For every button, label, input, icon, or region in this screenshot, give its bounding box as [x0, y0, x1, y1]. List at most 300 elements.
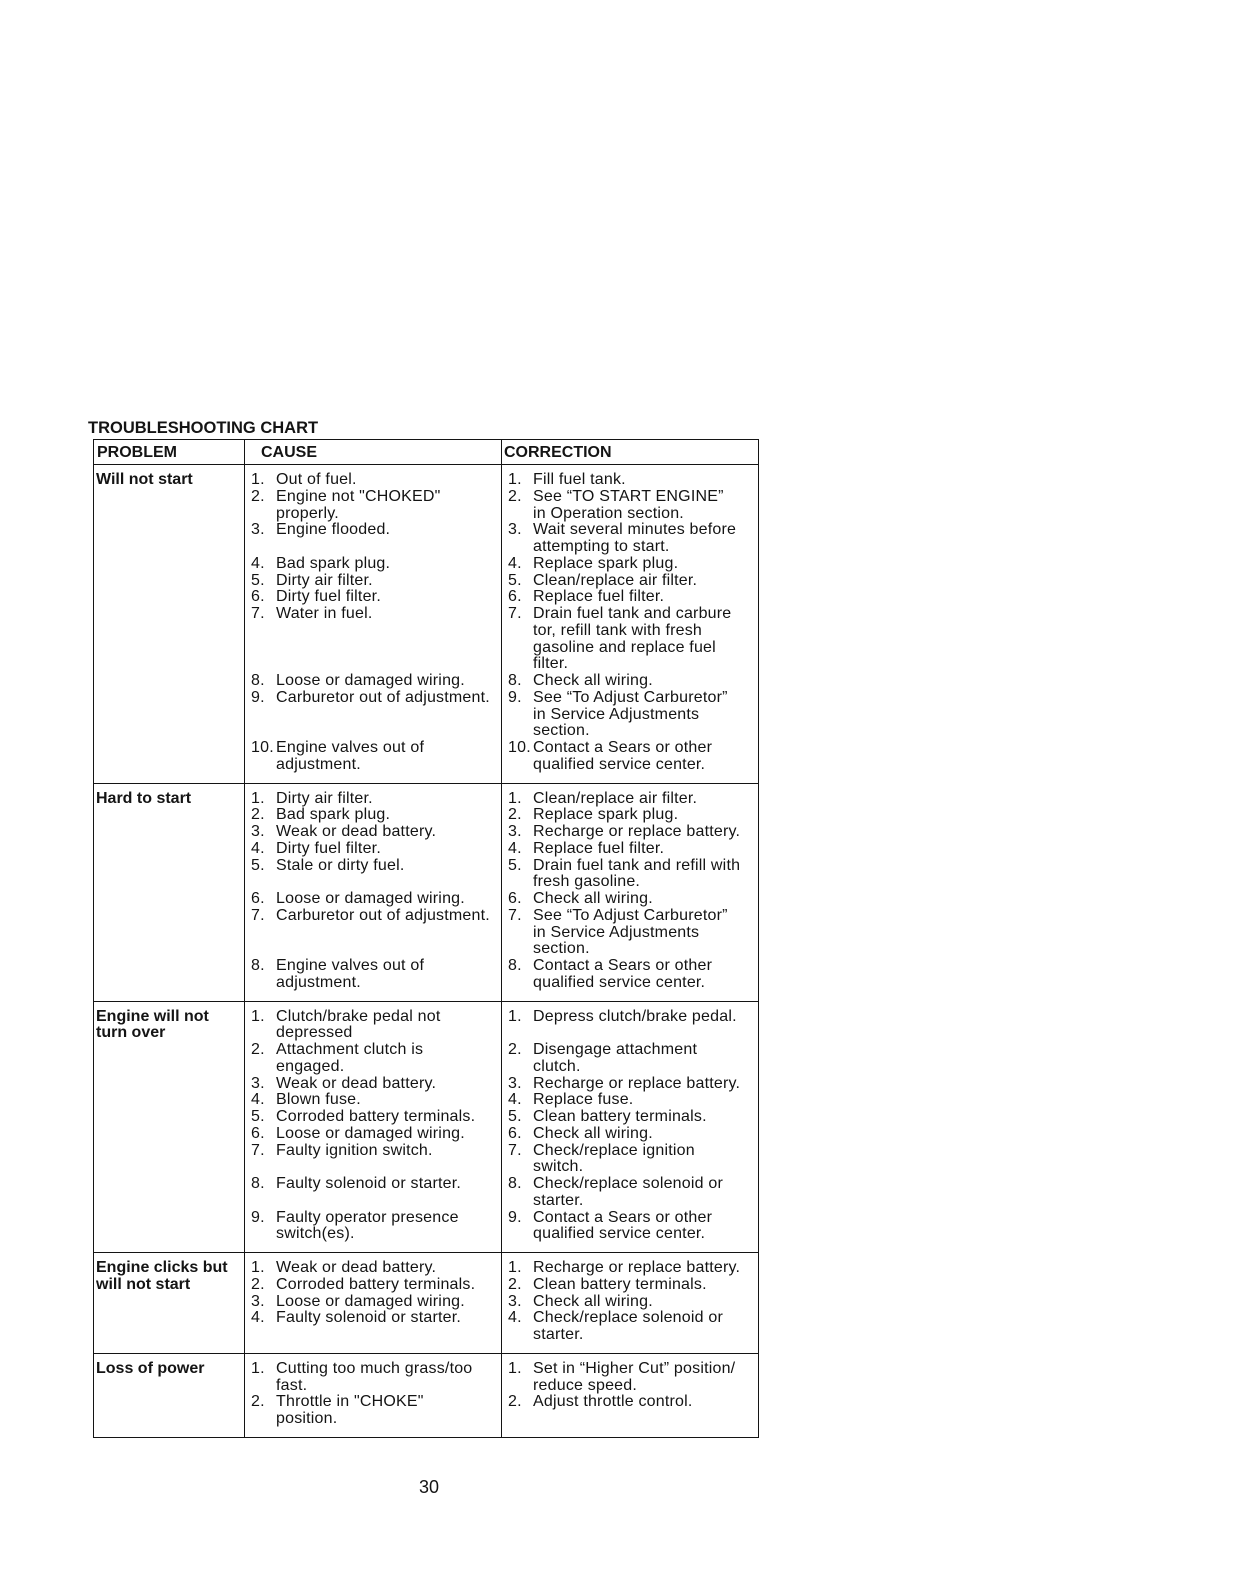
- correction-text-line: Contact a Sears or other: [533, 739, 713, 756]
- cause-text: [276, 1277, 502, 1294]
- problem-label: Loss of power: [96, 1359, 205, 1377]
- cause-entry: [245, 673, 502, 690]
- correction-number: 3.: [508, 1292, 522, 1310]
- cause-entry: [245, 573, 502, 590]
- cause-text-line: Weak or dead battery.: [276, 1074, 437, 1092]
- correction-text-line: starter.: [533, 1191, 584, 1209]
- cause-text-line: position.: [276, 1410, 338, 1427]
- cause-text-line: properly.: [276, 504, 339, 522]
- cause-text: [276, 791, 502, 808]
- cause-number: 4.: [251, 1309, 265, 1327]
- cause-text-line: Loose or damaged wiring.: [276, 1124, 465, 1142]
- cause-text: [276, 472, 502, 489]
- cause-text-line: Faulty solenoid or starter.: [276, 1309, 462, 1327]
- problem-cell: [94, 1354, 245, 1437]
- cause-number: 1.: [251, 1007, 265, 1025]
- chart-title: TROUBLESHOOTING CHART: [88, 419, 319, 437]
- correction-entry: [502, 1277, 758, 1294]
- cause-text-line: Dirty fuel filter.: [276, 588, 381, 606]
- correction-text: [533, 958, 758, 992]
- correction-text: [533, 824, 758, 841]
- problem-row: [94, 1002, 758, 1254]
- cause-number: 2.: [251, 1393, 265, 1411]
- correction-entry: [502, 791, 758, 808]
- cause-text: [276, 1394, 502, 1428]
- column-divider-cause: [501, 440, 503, 1437]
- cause-entry: [245, 958, 502, 992]
- correction-text: [533, 589, 758, 606]
- cause-entry: [245, 472, 502, 489]
- correction-text: [533, 1294, 758, 1311]
- correction-text-line: Replace fuel filter.: [533, 588, 665, 606]
- correction-number: 7.: [508, 605, 522, 622]
- correction-text-line: See “To Adjust Carburetor”: [533, 906, 728, 924]
- correction-text-line: section.: [533, 940, 590, 958]
- correction-text-line: Clean/replace air filter.: [533, 571, 698, 589]
- correction-text-line: gasoline and replace fuel: [533, 638, 716, 656]
- cause-number: 7.: [251, 906, 265, 924]
- cause-text: [276, 1009, 502, 1043]
- cause-number: 5.: [251, 571, 265, 589]
- problem-label: Engine will not: [96, 1007, 209, 1025]
- correction-text-line: in Service Adjustments: [533, 923, 700, 941]
- correction-entry: [502, 958, 758, 992]
- troubleshooting-table: [93, 439, 759, 1438]
- cause-entry: [245, 1176, 502, 1210]
- correction-entry: [502, 824, 758, 841]
- problem-label: Will not start: [96, 471, 193, 488]
- correction-text-line: Check all wiring.: [533, 672, 653, 689]
- cause-text-line: Out of fuel.: [276, 471, 357, 488]
- correction-text-line: Clean battery terminals.: [533, 1275, 707, 1293]
- correction-text: [533, 522, 758, 556]
- correction-text-line: Contact a Sears or other: [533, 1208, 713, 1226]
- problem-row: [94, 1253, 758, 1354]
- cause-text-line: Corroded battery terminals.: [276, 1108, 476, 1125]
- cause-entry: [245, 1361, 502, 1395]
- page-number: 30: [419, 1477, 440, 1497]
- problem-row: [94, 1354, 758, 1437]
- correction-entry: [502, 1210, 758, 1244]
- cause-text-line: Water in fuel.: [276, 605, 373, 622]
- cause-entry: [245, 891, 502, 908]
- correction-entry: [502, 573, 758, 590]
- correction-text-line: tor, refill tank with fresh: [533, 621, 703, 639]
- correction-text: [533, 1092, 758, 1109]
- cause-text: [276, 1042, 502, 1076]
- cause-text-line: Weak or dead battery.: [276, 823, 437, 840]
- correction-number: 4.: [508, 554, 522, 572]
- cause-number: 8.: [251, 672, 265, 689]
- correction-text: [533, 740, 758, 774]
- correction-text-line: Replace fuel filter.: [533, 839, 665, 857]
- correction-text-line: See “TO START ENGINE”: [533, 487, 724, 505]
- cause-entry: [245, 556, 502, 573]
- correction-entry: [502, 891, 758, 908]
- cause-entry: [245, 589, 502, 606]
- correction-text: [533, 1210, 758, 1244]
- correction-text: [533, 573, 758, 590]
- cause-number: 6.: [251, 890, 265, 907]
- correction-entry: [502, 522, 758, 556]
- cause-entry: [245, 1260, 502, 1277]
- correction-text-line: Replace fuse.: [533, 1091, 634, 1109]
- cause-entry: [245, 1294, 502, 1311]
- cause-text-line: Engine valves out of: [276, 957, 425, 974]
- cause-text-line: Loose or damaged wiring.: [276, 890, 465, 907]
- correction-number: 3.: [508, 1074, 522, 1092]
- cause-number: 8.: [251, 957, 265, 974]
- problem-label: turn over: [96, 1024, 166, 1042]
- correction-text-line: switch.: [533, 1158, 584, 1176]
- cause-text: [276, 1109, 502, 1126]
- correction-text-line: Replace spark plug.: [533, 554, 679, 572]
- correction-number: 2.: [508, 1393, 522, 1411]
- correction-number: 7.: [508, 1141, 522, 1159]
- cause-entry: [245, 1210, 502, 1244]
- correction-text: [533, 1394, 758, 1428]
- cause-text-line: Attachment clutch is: [276, 1041, 424, 1058]
- correction-text-line: in Operation section.: [533, 504, 684, 522]
- cause-entry: [245, 1109, 502, 1126]
- correction-entry: [502, 1143, 758, 1177]
- cause-number: 4.: [251, 1091, 265, 1109]
- cause-text: [276, 1310, 502, 1344]
- correction-text: [533, 690, 758, 740]
- cause-text-line: Faulty ignition switch.: [276, 1141, 433, 1159]
- cause-number: 9.: [251, 688, 265, 706]
- cause-text: [276, 1092, 502, 1109]
- cause-number: 3.: [251, 1292, 265, 1310]
- cause-entry: [245, 1126, 502, 1143]
- correction-text-line: Clean/replace air filter.: [533, 789, 698, 807]
- correction-text: [533, 1260, 758, 1277]
- correction-entry: [502, 1076, 758, 1093]
- cause-text-line: switch(es).: [276, 1225, 355, 1243]
- cause-text-line: Weak or dead battery.: [276, 1259, 437, 1276]
- cause-entry: [245, 1143, 502, 1177]
- correction-text-line: Replace spark plug.: [533, 806, 679, 824]
- cause-entry: [245, 690, 502, 740]
- correction-number: 2.: [508, 806, 522, 824]
- correction-text: [533, 1361, 758, 1395]
- correction-text-line: qualified service center.: [533, 1225, 706, 1243]
- correction-text: [533, 1042, 758, 1076]
- cause-entry: [245, 908, 502, 958]
- correction-text-line: filter.: [533, 655, 569, 673]
- problem-row: [94, 465, 758, 784]
- correction-number: 6.: [508, 890, 522, 907]
- problem-cell: [94, 1002, 245, 1253]
- correction-text: [533, 606, 758, 673]
- cause-text: [276, 1260, 502, 1277]
- correction-number: 6.: [508, 588, 522, 606]
- correction-text-line: Drain fuel tank and refill with: [533, 856, 741, 874]
- correction-entry: [502, 1310, 758, 1344]
- correction-entry: [502, 589, 758, 606]
- correction-number: 1.: [508, 1259, 522, 1276]
- cause-text: [276, 958, 502, 992]
- correction-text-line: qualified service center.: [533, 755, 706, 773]
- correction-text: [533, 1310, 758, 1344]
- correction-text-line: Adjust throttle control.: [533, 1393, 693, 1411]
- correction-number: 4.: [508, 1309, 522, 1327]
- cause-entry: [245, 824, 502, 841]
- correction-text-line: qualified service center.: [533, 973, 706, 991]
- cause-text-line: Clutch/brake pedal not: [276, 1007, 441, 1025]
- correction-number: 9.: [508, 688, 522, 706]
- correction-number: 1.: [508, 471, 522, 488]
- cause-number: 8.: [251, 1175, 265, 1192]
- correction-entry: [502, 1009, 758, 1043]
- correction-entry: [502, 472, 758, 489]
- correction-entry: [502, 1126, 758, 1143]
- cause-text-line: fast.: [276, 1376, 308, 1394]
- correction-text-line: section.: [533, 722, 590, 740]
- cause-text: [276, 690, 502, 740]
- correction-entry: [502, 740, 758, 774]
- cause-text-line: Stale or dirty fuel.: [276, 856, 405, 874]
- cause-entry: [245, 740, 502, 774]
- cause-text-line: Dirty air filter.: [276, 571, 373, 589]
- cause-entry: [245, 606, 502, 673]
- correction-entry: [502, 841, 758, 858]
- correction-entry: [502, 1394, 758, 1428]
- correction-text-line: Check/replace solenoid or: [533, 1309, 723, 1327]
- correction-text: [533, 908, 758, 958]
- correction-number: 5.: [508, 856, 522, 874]
- cause-text-line: Engine flooded.: [276, 521, 391, 539]
- cause-entry: [245, 1042, 502, 1076]
- correction-entry: [502, 673, 758, 690]
- correction-text: [533, 489, 758, 523]
- cause-entry: [245, 791, 502, 808]
- correction-number: 5.: [508, 1108, 522, 1125]
- cause-text: [276, 824, 502, 841]
- correction-text: [533, 1009, 758, 1043]
- cause-number: 5.: [251, 1108, 265, 1125]
- correction-number: 1.: [508, 789, 522, 807]
- correction-text: [533, 858, 758, 892]
- cause-text-line: Engine not "CHOKED": [276, 487, 441, 505]
- correction-text: [533, 1076, 758, 1093]
- cause-text-line: Bad spark plug.: [276, 554, 391, 572]
- correction-text: [533, 1109, 758, 1126]
- cause-text-line: Faulty solenoid or starter.: [276, 1175, 462, 1192]
- correction-entry: [502, 908, 758, 958]
- cause-text-line: Blown fuse.: [276, 1091, 361, 1109]
- cause-entry: [245, 1394, 502, 1428]
- correction-text-line: Clean battery terminals.: [533, 1108, 707, 1125]
- cause-entry: [245, 1009, 502, 1043]
- correction-text: [533, 556, 758, 573]
- correction-entry: [502, 1294, 758, 1311]
- cause-text-line: Loose or damaged wiring.: [276, 1292, 465, 1310]
- correction-number: 1.: [508, 1359, 522, 1377]
- correction-text-line: in Service Adjustments: [533, 705, 700, 723]
- cause-text: [276, 1126, 502, 1143]
- problem-cell: [94, 1253, 245, 1353]
- table-body: [94, 465, 758, 1437]
- cause-number: 4.: [251, 554, 265, 572]
- cause-text: [276, 522, 502, 556]
- cause-text: [276, 858, 502, 892]
- correction-text-line: Recharge or replace battery.: [533, 1259, 741, 1276]
- cause-text-line: Faulty operator presence: [276, 1208, 459, 1226]
- problem-cell: [94, 784, 245, 1001]
- correction-entry: [502, 1042, 758, 1076]
- cause-number: 6.: [251, 1124, 265, 1142]
- cause-number: 2.: [251, 806, 265, 824]
- problem-label: Hard to start: [96, 789, 192, 807]
- correction-text: [533, 472, 758, 489]
- cause-text-line: depressed: [276, 1024, 353, 1042]
- correction-text-line: Check/replace ignition: [533, 1141, 695, 1159]
- correction-number: 7.: [508, 906, 522, 924]
- correction-number: 3.: [508, 521, 522, 539]
- correction-entry: [502, 1092, 758, 1109]
- cause-text: [276, 1143, 502, 1177]
- cause-text: [276, 807, 502, 824]
- cause-text: [276, 740, 502, 774]
- cause-number: 3.: [251, 823, 265, 840]
- problem-label: Engine clicks but: [96, 1259, 228, 1276]
- correction-number: 1.: [508, 1007, 522, 1025]
- cause-number: 3.: [251, 1074, 265, 1092]
- correction-text: [533, 1277, 758, 1294]
- cause-entry: [245, 1310, 502, 1344]
- header-correction: CORRECTION: [504, 444, 612, 461]
- correction-number: 8.: [508, 957, 522, 974]
- cause-entry: [245, 1076, 502, 1093]
- correction-text-line: Set in “Higher Cut” position/: [533, 1359, 736, 1377]
- cause-number: 2.: [251, 1275, 265, 1293]
- correction-number: 3.: [508, 823, 522, 840]
- cause-text-line: Carburetor out of adjustment.: [276, 906, 490, 924]
- cause-number: 7.: [251, 605, 265, 622]
- cause-entry: [245, 841, 502, 858]
- cause-text: [276, 589, 502, 606]
- cause-entry: [245, 1092, 502, 1109]
- correction-text-line: starter.: [533, 1326, 584, 1343]
- cause-text: [276, 1210, 502, 1244]
- cause-text-line: Loose or damaged wiring.: [276, 672, 465, 689]
- cause-entry: [245, 858, 502, 892]
- cause-number: 10.: [251, 739, 274, 756]
- correction-text: [533, 1143, 758, 1177]
- cause-text: [276, 841, 502, 858]
- correction-number: 8.: [508, 1175, 522, 1192]
- cause-text-line: Corroded battery terminals.: [276, 1275, 476, 1293]
- correction-number: 4.: [508, 839, 522, 857]
- correction-text-line: Recharge or replace battery.: [533, 823, 741, 840]
- correction-number: 2.: [508, 1275, 522, 1293]
- cause-entry: [245, 807, 502, 824]
- correction-entry: [502, 690, 758, 740]
- correction-text-line: Drain fuel tank and carbure: [533, 605, 732, 622]
- correction-number: 4.: [508, 1091, 522, 1109]
- cause-text: [276, 908, 502, 958]
- correction-entry: [502, 606, 758, 673]
- correction-text-line: reduce speed.: [533, 1376, 638, 1394]
- correction-entry: [502, 807, 758, 824]
- cause-number: 6.: [251, 588, 265, 606]
- correction-text: [533, 673, 758, 690]
- correction-text-line: Contact a Sears or other: [533, 957, 713, 974]
- correction-entry: [502, 1361, 758, 1395]
- correction-number: 6.: [508, 1124, 522, 1142]
- cause-number: 5.: [251, 856, 265, 874]
- problem-cell: [94, 465, 245, 783]
- cause-entry: [245, 522, 502, 556]
- correction-text-line: Check/replace solenoid or: [533, 1175, 723, 1192]
- correction-text-line: Wait several minutes before: [533, 521, 737, 539]
- correction-number: 10.: [508, 739, 531, 756]
- correction-text: [533, 1126, 758, 1143]
- correction-number: 2.: [508, 487, 522, 505]
- correction-text-line: Depress clutch/brake pedal.: [533, 1007, 737, 1025]
- cause-text: [276, 1294, 502, 1311]
- header-problem: PROBLEM: [97, 444, 177, 461]
- cause-text-line: Cutting too much grass/too: [276, 1359, 473, 1377]
- correction-text-line: Check all wiring.: [533, 1124, 653, 1142]
- cause-number: 7.: [251, 1141, 265, 1159]
- correction-entry: [502, 556, 758, 573]
- correction-text-line: Fill fuel tank.: [533, 471, 626, 488]
- table-header: [94, 440, 758, 465]
- correction-text: [533, 807, 758, 824]
- correction-text-line: clutch.: [533, 1057, 581, 1075]
- correction-text: [533, 841, 758, 858]
- cause-number: 9.: [251, 1208, 265, 1226]
- cause-text: [276, 573, 502, 590]
- cause-text-line: Dirty air filter.: [276, 789, 373, 807]
- cause-text: [276, 1361, 502, 1395]
- cause-number: 3.: [251, 521, 265, 539]
- cause-text: [276, 556, 502, 573]
- cause-text: [276, 891, 502, 908]
- header-cause: CAUSE: [261, 444, 318, 461]
- cause-text-line: Dirty fuel filter.: [276, 839, 381, 857]
- cause-text: [276, 606, 502, 673]
- problem-row: [94, 784, 758, 1002]
- correction-text-line: Check all wiring.: [533, 890, 653, 907]
- cause-number: 1.: [251, 1359, 265, 1377]
- correction-text-line: Check all wiring.: [533, 1292, 653, 1310]
- correction-text: [533, 791, 758, 808]
- correction-text-line: Disengage attachment: [533, 1041, 698, 1058]
- cause-text: [276, 673, 502, 690]
- cause-number: 2.: [251, 1041, 265, 1058]
- correction-entry: [502, 1109, 758, 1126]
- correction-entry: [502, 1260, 758, 1277]
- cause-number: 1.: [251, 1259, 265, 1276]
- cause-text-line: Bad spark plug.: [276, 806, 391, 824]
- problem-label: will not start: [96, 1275, 191, 1293]
- correction-text-line: Recharge or replace battery.: [533, 1074, 741, 1092]
- cause-entry: [245, 1277, 502, 1294]
- correction-number: 2.: [508, 1041, 522, 1058]
- correction-text-line: See “To Adjust Carburetor”: [533, 688, 728, 706]
- cause-text-line: adjustment.: [276, 973, 361, 991]
- cause-entry: [245, 489, 502, 523]
- cause-number: 1.: [251, 471, 265, 488]
- correction-text: [533, 1176, 758, 1210]
- cause-text-line: adjustment.: [276, 755, 361, 773]
- correction-number: 8.: [508, 672, 522, 689]
- correction-entry: [502, 858, 758, 892]
- correction-text-line: fresh gasoline.: [533, 873, 641, 891]
